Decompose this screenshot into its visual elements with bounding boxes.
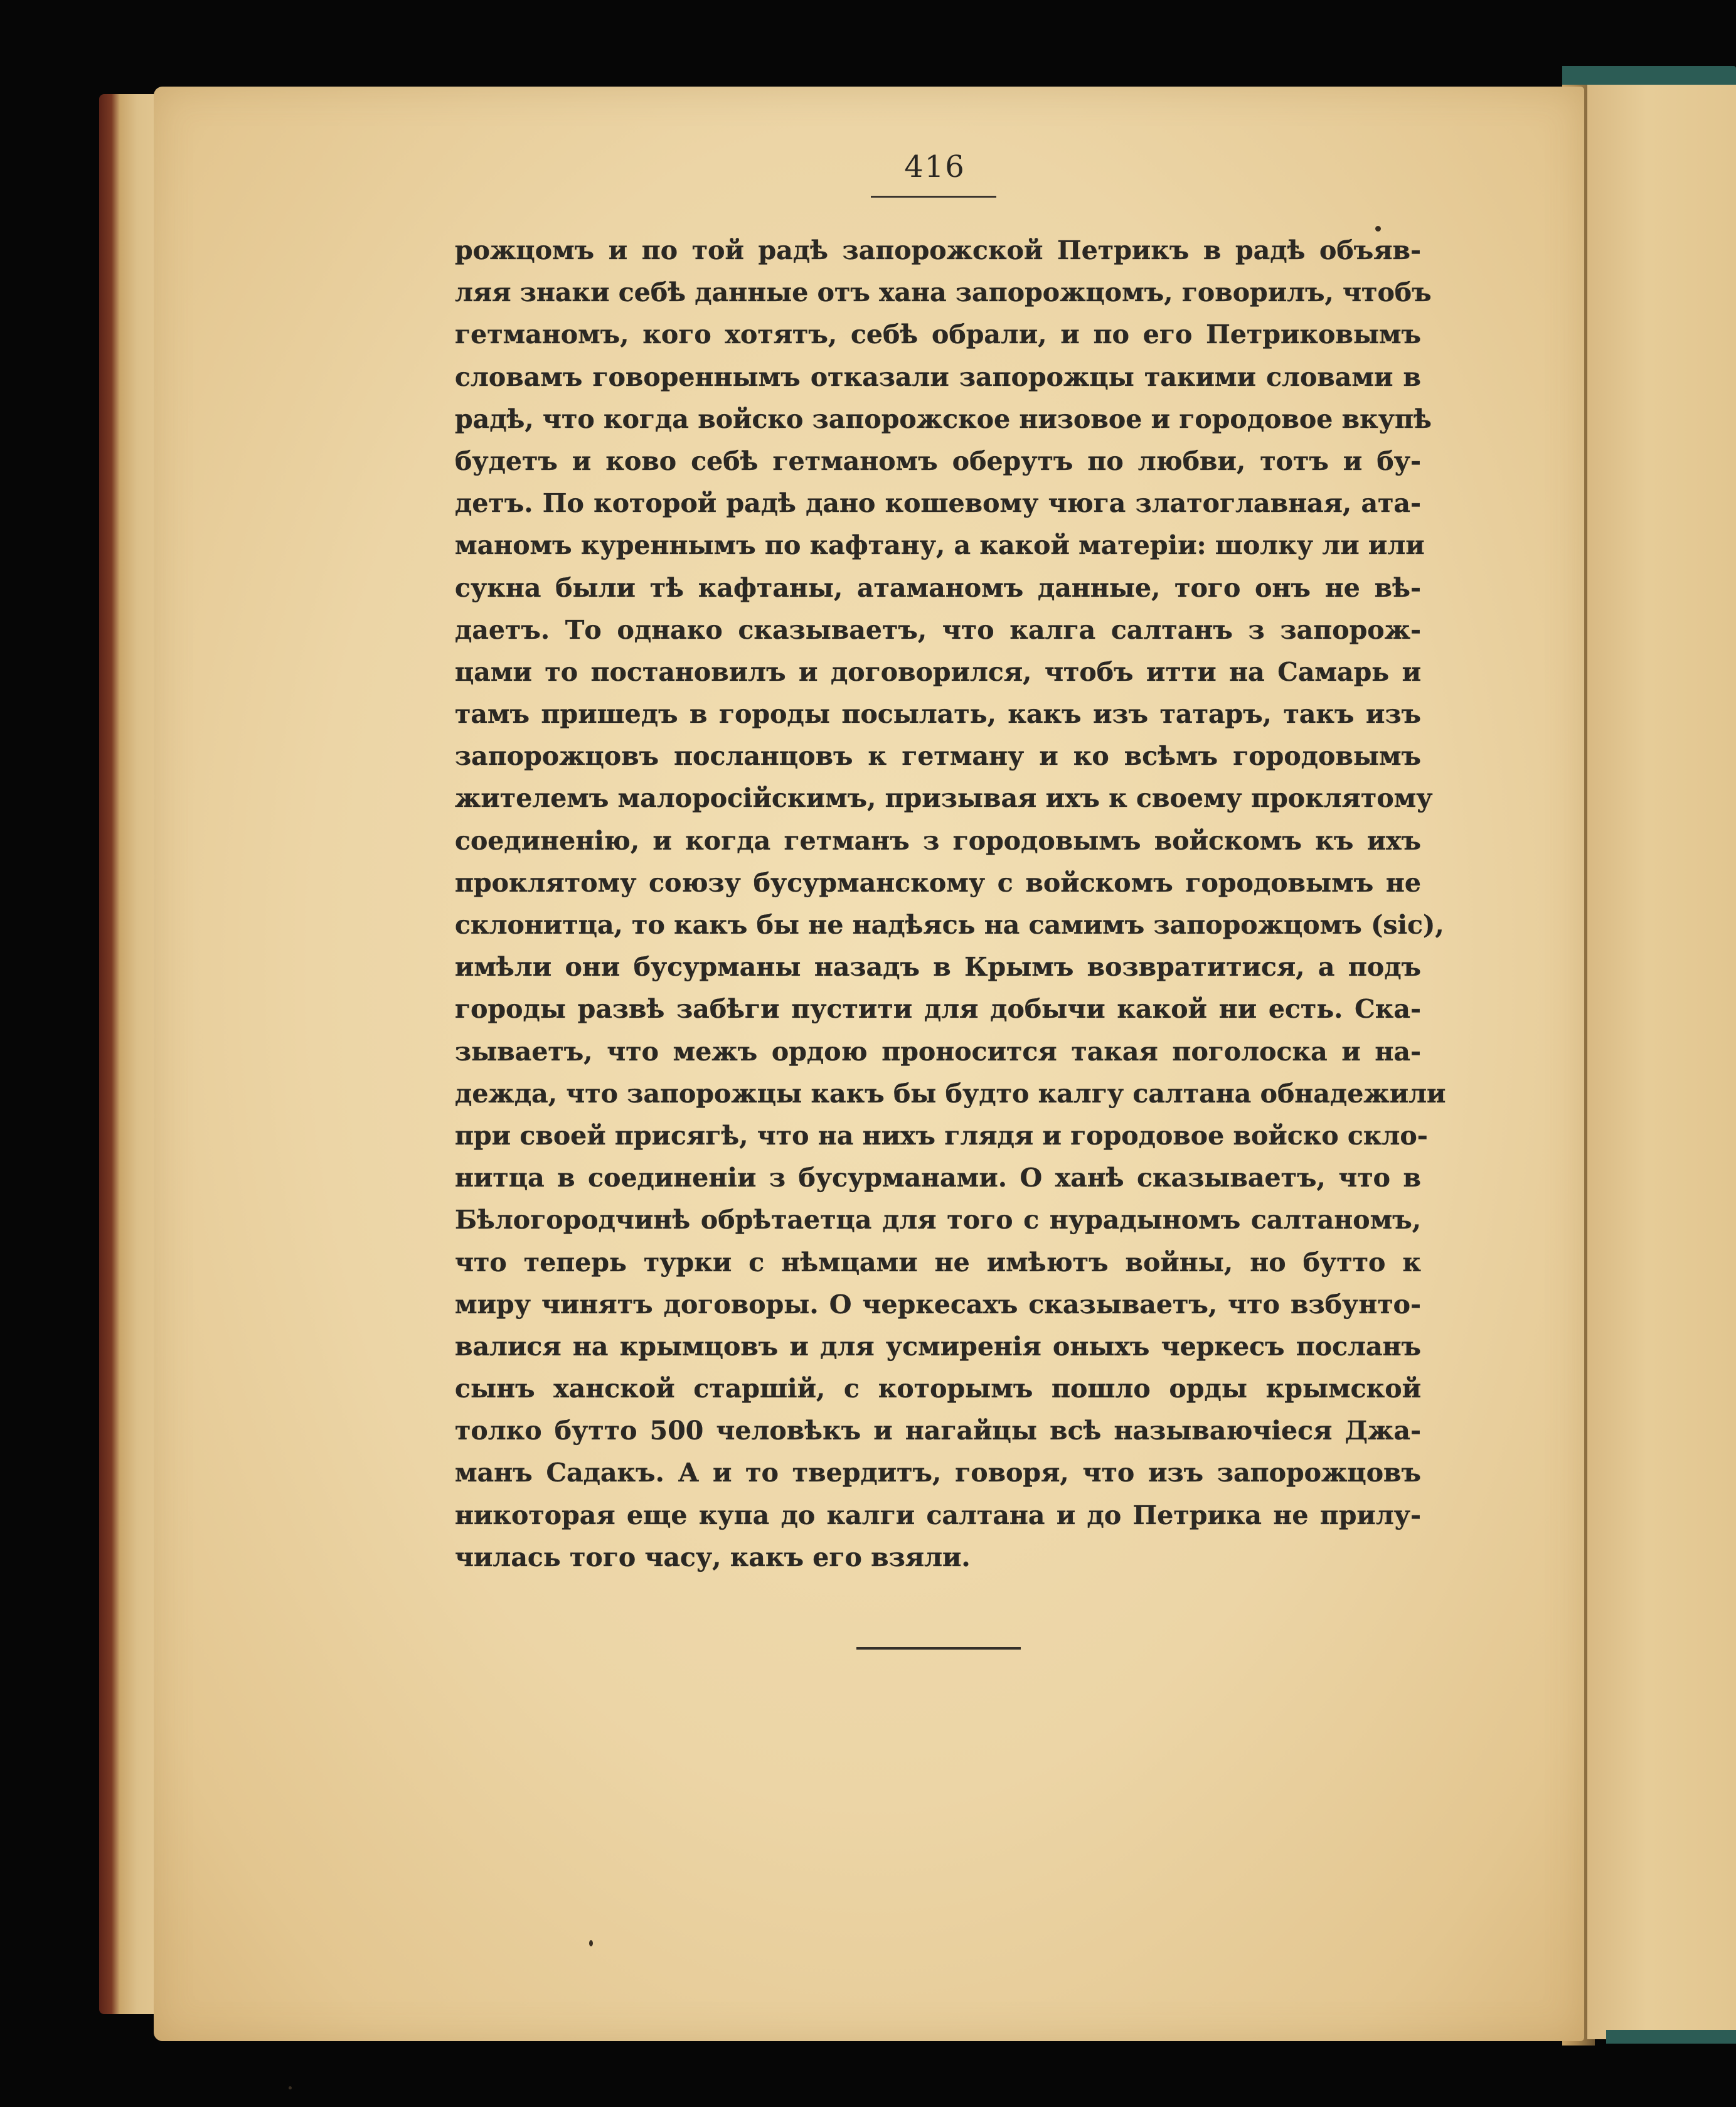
text-line: маномъ куреннымъ по кафтану, а какой матеріи: шолку ли или	[455, 530, 1425, 561]
text-line: детъ. По которой радѣ дано кошевому чюга златоглавная, ата-	[455, 488, 1421, 519]
paper-speck	[589, 1940, 593, 1946]
text-line: миру чинятъ договоры. О черкесахъ сказываетъ, что взбунто-	[455, 1289, 1421, 1320]
paper-speck	[289, 2086, 292, 2089]
text-line: имѣли они бусурманы назадъ в Крымъ возвратитися, а подъ	[455, 952, 1421, 983]
text-line: рожцомъ и по той радѣ запорожской Петрикъ в радѣ объяв-	[455, 235, 1421, 265]
text-line: сынъ ханской старшій, с которымъ пошло орды крымской	[455, 1374, 1421, 1404]
text-line: нитца в соединеніи з бусурманами. О ханѣ сказываетъ, что в	[455, 1163, 1421, 1193]
text-line: тамъ пришедъ в городы посылать, какъ изъ татаръ, такъ изъ	[455, 699, 1421, 730]
text-line: словамъ говореннымъ отказали запорожцы такими словами в	[455, 361, 1421, 392]
text-line: что теперь турки с нѣмцами не имѣютъ войны, но бутто к	[455, 1247, 1421, 1278]
text-line: гетманомъ, кого хотятъ, себѣ обрали, и по его Петриковымъ	[455, 319, 1421, 350]
text-line: городы развѣ забѣги пустити для добычи какой ни есть. Ска-	[455, 994, 1421, 1025]
text-line: никоторая еще купа до калги салтана и до Петрика не прилу-	[455, 1500, 1421, 1530]
text-line: чилась того часу, какъ его взяли.	[455, 1542, 971, 1572]
text-line: даетъ. То однако сказываетъ, что калга салтанъ з запорож-	[455, 614, 1421, 645]
text-line: склонитца, то какъ бы не надѣясь на самимъ запорожцомъ (sic),	[455, 910, 1444, 940]
section-end-rule	[856, 1647, 1021, 1650]
page-number-rule	[871, 196, 996, 198]
text-line: ляя знаки себѣ данные отъ хана запорожцомъ, говорилъ, чтобъ	[455, 277, 1432, 308]
text-line: толко бутто 500 человѣкъ и нагайцы всѣ называючіеся Джа-	[455, 1416, 1421, 1446]
binding-cloth-bottom	[1606, 2030, 1736, 2044]
text-line: запорожцовъ посланцовъ к гетману и ко всѣмъ городовымъ	[455, 741, 1421, 772]
text-line: дежда, что запорожцы какъ бы будто калгу салтана обнадежили	[455, 1078, 1446, 1109]
text-line: сукна были тѣ кафтаны, атаманомъ данные, того онъ не вѣ-	[455, 572, 1421, 603]
text-line: жителемъ малоросійскимъ, призывая ихъ к своему проклятому	[455, 783, 1433, 814]
text-line: Бѣлогородчинѣ обрѣтаетца для того с нурадыномъ салтаномъ,	[455, 1205, 1421, 1235]
text-line: проклятому союзу бусурманскому с войскомъ городовымъ не	[455, 867, 1421, 898]
page-number: 416	[904, 149, 966, 184]
text-line: манъ Садакъ. А и то твердитъ, говоря, что изъ запорожцовъ	[455, 1458, 1421, 1488]
text-line: цами то постановилъ и договорился, чтобъ итти на Самарь и	[455, 656, 1421, 687]
paper-speck	[1375, 226, 1381, 232]
text-line: зываетъ, что межъ ордою проносится такая поголоска и на-	[455, 1036, 1421, 1067]
text-line: радѣ, что когда войско запорожское низовое и городовое вкупѣ	[455, 403, 1432, 434]
text-line: валися на крымцовъ и для усмиренія оныхъ черкесъ посланъ	[455, 1331, 1421, 1362]
body-text	[455, 230, 1446, 1579]
binding-cloth-top	[1562, 66, 1736, 85]
facing-page-edge	[1587, 78, 1736, 2039]
text-line: при своей присягѣ, что на нихъ глядя и городовое войско скло-	[455, 1120, 1428, 1151]
text-line: будетъ и ково себѣ гетманомъ оберутъ по любви, тотъ и бу-	[455, 445, 1421, 476]
text-line: соединенію, и когда гетманъ з городовымъ войскомъ къ ихъ	[455, 825, 1421, 856]
